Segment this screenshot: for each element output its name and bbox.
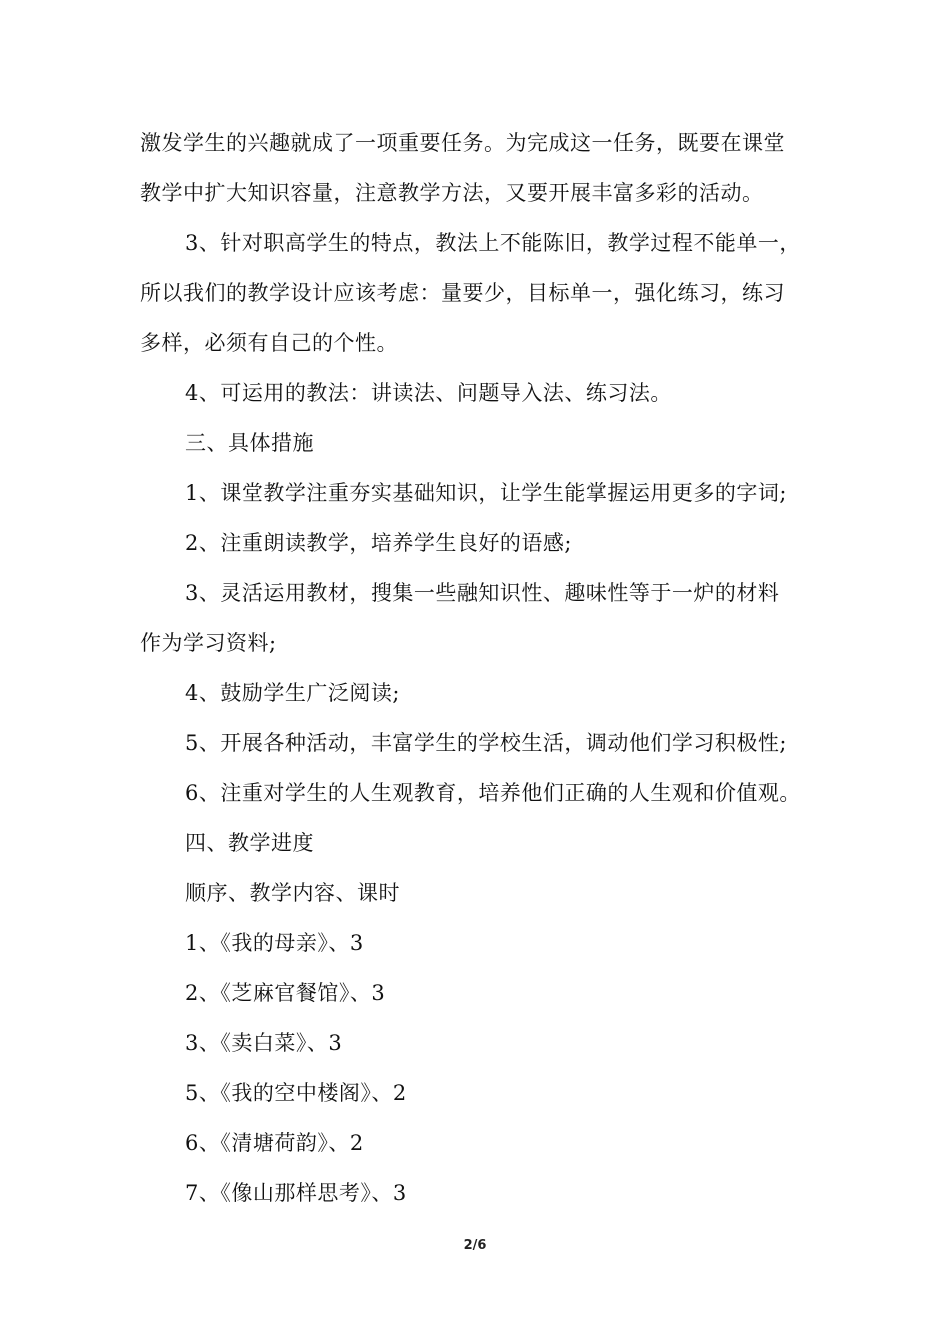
schedule-item: 3、《卖白菜》、3: [185, 1031, 343, 1055]
page-number: 2/6: [463, 1238, 487, 1253]
list-item: 4、鼓励学生广泛阅读;: [185, 681, 400, 705]
list-item: 5、开展各种活动，丰富学生的学校生活，调动他们学习积极性;: [185, 731, 787, 755]
list-item-continuation: 作为学习资料;: [140, 631, 277, 655]
paragraph-line: 4、可运用的教法：讲读法、问题导入法、练习法。: [185, 381, 672, 405]
paragraph-line: 所以我们的教学设计应该考虑：量要少，目标单一，强化练习，练习: [140, 281, 785, 305]
paragraph-line: 激发学生的兴趣就成了一项重要任务。为完成这一任务，既要在课堂: [140, 131, 785, 155]
schedule-item: 7、《像山那样思考》、3: [185, 1181, 407, 1205]
schedule-item: 2、《芝麻官餐馆》、3: [185, 981, 386, 1005]
paragraph-line: 3、针对职高学生的特点，教法上不能陈旧，教学过程不能单一，: [185, 231, 801, 255]
section-heading: 三、具体措施: [185, 431, 314, 455]
list-item: 6、注重对学生的人生观教育，培养他们正确的人生观和价值观。: [185, 781, 801, 805]
schedule-item: 1、《我的母亲》、3: [185, 931, 364, 955]
paragraph-line: 教学中扩大知识容量，注意教学方法，又要开展丰富多彩的活动。: [140, 181, 764, 205]
list-item: 1、课堂教学注重夯实基础知识，让学生能掌握运用更多的字词;: [185, 481, 787, 505]
schedule-item: 5、《我的空中楼阁》、2: [185, 1081, 407, 1105]
schedule-header: 顺序、教学内容、课时: [185, 881, 400, 905]
paragraph-line: 多样，必须有自己的个性。: [140, 331, 398, 355]
list-item: 3、灵活运用教材，搜集一些融知识性、趣味性等于一炉的材料: [185, 581, 780, 605]
schedule-item: 6、《清塘荷韵》、2: [185, 1131, 364, 1155]
section-heading: 四、教学进度: [185, 831, 314, 855]
list-item: 2、注重朗读教学，培养学生良好的语感;: [185, 531, 572, 555]
